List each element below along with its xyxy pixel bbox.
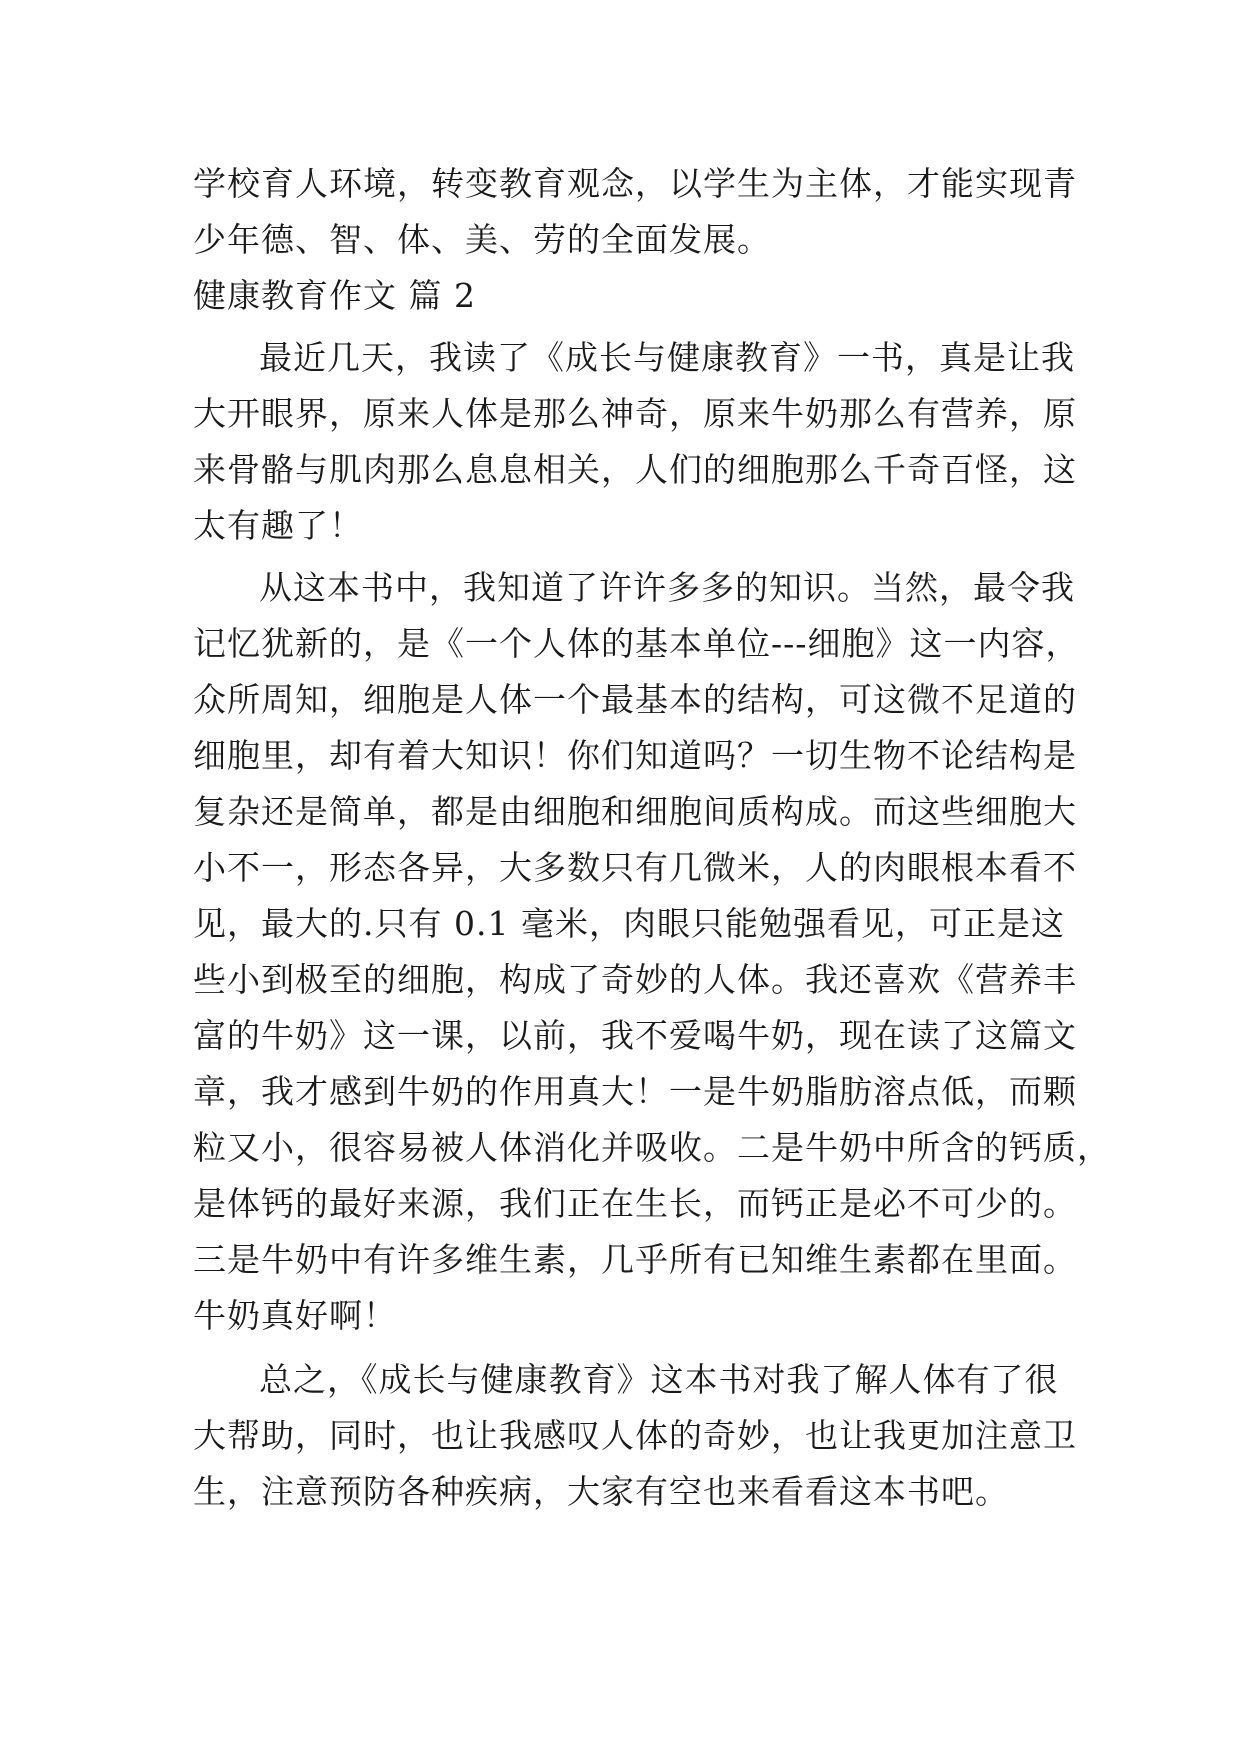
paragraph-2-line-11: 粒又小，很容易被人体消化并吸收。二是牛奶中所含的钙质，	[193, 1128, 1111, 1167]
paragraph-2-line-12: 是体钙的最好来源，我们正在生长，而钙正是必不可少的。	[193, 1184, 1077, 1223]
text-line-2: 少年德、智、体、美、劳的全面发展。	[193, 220, 771, 259]
paragraph-3-line-1: 总之，《成长与健康教育》这本书对我了解人体有了很	[259, 1360, 1059, 1399]
paragraph-2-line-3: 众所周知，细胞是人体一个最基本的结构，可这微不足道的	[193, 680, 1077, 719]
paragraph-2-line-13: 三是牛奶中有许多维生素，几乎所有已知维生素都在里面。	[193, 1240, 1077, 1279]
paragraph-2-line-10: 章，我才感到牛奶的作用真大！一是牛奶脂肪溶点低，而颗	[193, 1072, 1077, 1111]
paragraph-2-line-7: 见，最大的.只有 0.1 毫米，肉眼只能勉强看见，可正是这	[193, 904, 1065, 943]
paragraph-2-line-1: 从这本书中，我知道了许许多多的知识。当然，最令我	[259, 568, 1075, 607]
paragraph-2-line-9: 富的牛奶》这一课，以前，我不爱喝牛奶，现在读了这篇文	[193, 1016, 1077, 1055]
paragraph-3-line-2: 大帮助，同时，也让我感叹人体的奇妙，也让我更加注意卫	[193, 1416, 1077, 1455]
section-heading: 健康教育作文 篇 2	[193, 276, 476, 315]
paragraph-2-line-2: 记忆犹新的，是《一个人体的基本单位---细胞》这一内容，	[193, 624, 1080, 663]
paragraph-1-line-2: 大开眼界，原来人体是那么神奇，原来牛奶那么有营养，原	[193, 394, 1077, 433]
paragraph-3-line-3: 生，注意预防各种疾病，大家有空也来看看这本书吧。	[193, 1472, 1009, 1511]
paragraph-1-line-4: 太有趣了！	[193, 506, 363, 545]
paragraph-2-line-8: 些小到极至的细胞，构成了奇妙的人体。我还喜欢《营养丰	[193, 960, 1077, 999]
paragraph-1-line-3: 来骨骼与肌肉那么息息相关，人们的细胞那么千奇百怪，这	[193, 450, 1077, 489]
paragraph-2-line-6: 小不一，形态各异，大多数只有几微米，人的肉眼根本看不	[193, 848, 1077, 887]
paragraph-2-line-5: 复杂还是简单，都是由细胞和细胞间质构成。而这些细胞大	[193, 792, 1077, 831]
paragraph-1-line-1: 最近几天，我读了《成长与健康教育》一书，真是让我	[259, 338, 1075, 377]
paragraph-2-line-4: 细胞里，却有着大知识！你们知道吗？一切生物不论结构是	[193, 736, 1077, 775]
paragraph-2-line-14: 牛奶真好啊！	[193, 1296, 397, 1335]
text-line-1: 学校育人环境，转变教育观念，以学生为主体，才能实现青	[193, 164, 1077, 203]
